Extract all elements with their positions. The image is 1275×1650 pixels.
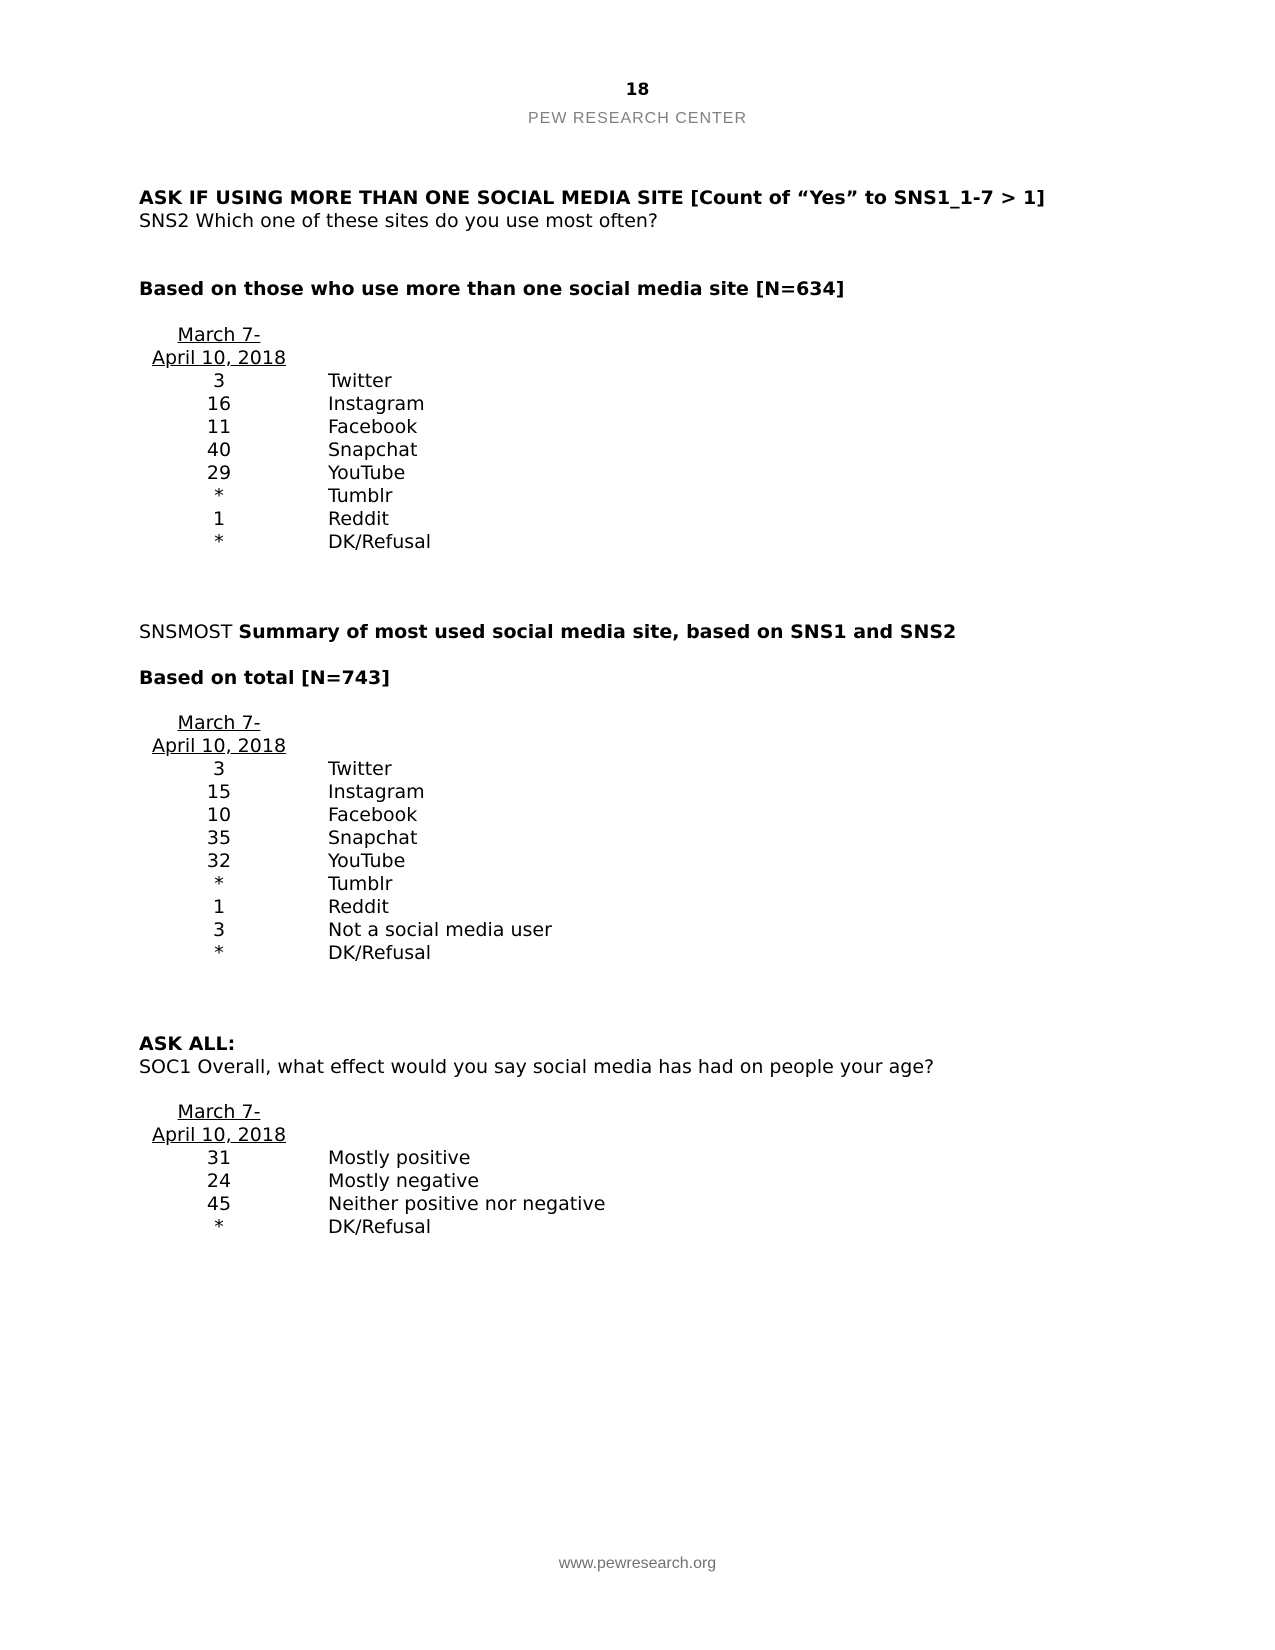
organization-header: PEW RESEARCH CENTER: [527, 110, 748, 127]
row-value: 15: [206, 781, 232, 803]
table-row: [139, 508, 431, 531]
table-row: [139, 1193, 605, 1216]
table-row: [139, 439, 431, 462]
snsmost-results-table: [139, 712, 552, 965]
row-value: 16: [206, 393, 232, 415]
row-value: 32: [206, 850, 232, 872]
table-row: [139, 393, 431, 416]
column-date-line-2: April 10, 2018: [151, 1124, 287, 1146]
sns2-base-text: Based on those who use more than one social media site [N=634]: [139, 278, 845, 300]
column-date-line-2: April 10, 2018: [151, 347, 287, 369]
column-date-line-2: April 10, 2018: [151, 735, 287, 757]
row-label: YouTube: [328, 850, 406, 872]
row-label: Facebook: [328, 416, 418, 438]
column-date-line-1: March 7-: [177, 712, 261, 734]
table-row: [139, 804, 552, 827]
row-value: 31: [206, 1147, 232, 1169]
table-row: [139, 758, 552, 781]
footer-url: www.pewresearch.org: [558, 1555, 717, 1572]
row-value: 10: [206, 804, 232, 826]
table-row: [139, 1147, 605, 1170]
row-value: 45: [206, 1193, 232, 1215]
column-date-line-1: March 7-: [177, 1101, 261, 1123]
row-label: Mostly positive: [328, 1147, 471, 1169]
row-value: 3: [212, 758, 226, 780]
row-label: Snapchat: [328, 827, 418, 849]
row-label: Reddit: [328, 896, 389, 918]
sns2-ask-condition: ASK IF USING MORE THAN ONE SOCIAL MEDIA SITE [Count of “Yes” to SNS1_1-7 > 1]: [139, 187, 1045, 209]
row-label: DK/Refusal: [328, 942, 432, 964]
row-label: Neither positive nor negative: [328, 1193, 606, 1215]
soc1-column-header: [139, 1101, 299, 1147]
row-value: *: [214, 1216, 224, 1238]
row-label: Twitter: [328, 758, 392, 780]
sns2-results-table: [139, 324, 431, 554]
row-value: 24: [206, 1170, 232, 1192]
row-label: Tumblr: [328, 873, 393, 895]
sns2-question-text: SNS2 Which one of these sites do you use most often?: [139, 210, 659, 232]
row-label: Mostly negative: [328, 1170, 480, 1192]
table-row: [139, 1170, 605, 1193]
snsmost-column-header: [139, 712, 299, 758]
row-label: YouTube: [328, 462, 406, 484]
row-label: Instagram: [328, 781, 425, 803]
row-value: 35: [206, 827, 232, 849]
table-row: [139, 919, 552, 942]
row-value: 40: [206, 439, 232, 461]
table-row: [139, 942, 552, 965]
soc1-results-table: [139, 1101, 605, 1239]
table-row: [139, 485, 431, 508]
table-row: [139, 370, 431, 393]
row-value: *: [214, 531, 224, 553]
page-number: 18: [625, 80, 650, 100]
table-row: [139, 781, 552, 804]
row-value: 1: [212, 508, 226, 530]
table-row: [139, 896, 552, 919]
row-value: 1: [212, 896, 226, 918]
row-label: DK/Refusal: [328, 1216, 432, 1238]
row-value: 11: [206, 416, 232, 438]
row-value: *: [214, 485, 224, 507]
row-label: Reddit: [328, 508, 389, 530]
column-date-line-1: March 7-: [177, 324, 261, 346]
row-value: 29: [206, 462, 232, 484]
row-value: *: [214, 942, 224, 964]
table-row: [139, 850, 552, 873]
row-label: Snapchat: [328, 439, 418, 461]
soc1-question-text: SOC1 Overall, what effect would you say social media has had on people your age?: [139, 1056, 935, 1078]
snsmost-base-text: Based on total [N=743]: [139, 667, 390, 689]
row-value: 3: [212, 919, 226, 941]
table-row: [139, 462, 431, 485]
table-row: [139, 827, 552, 850]
row-value: *: [214, 873, 224, 895]
sns2-question-block: [139, 187, 1139, 233]
soc1-question-block: [139, 1033, 1139, 1079]
snsmost-code: SNSMOST: [139, 621, 233, 643]
sns2-column-header: [139, 324, 299, 370]
row-value: 3: [212, 370, 226, 392]
row-label: Instagram: [328, 393, 425, 415]
row-label: DK/Refusal: [328, 531, 432, 553]
table-row: [139, 1216, 605, 1239]
table-row: [139, 531, 431, 554]
soc1-ask-condition: ASK ALL:: [139, 1033, 236, 1055]
snsmost-title: Summary of most used social media site, based on SNS1 and SNS2: [238, 621, 957, 643]
table-row: [139, 416, 431, 439]
row-label: Not a social media user: [328, 919, 552, 941]
row-label: Twitter: [328, 370, 392, 392]
table-row: [139, 873, 552, 896]
snsmost-title-line: [139, 621, 1139, 644]
row-label: Tumblr: [328, 485, 393, 507]
row-label: Facebook: [328, 804, 418, 826]
